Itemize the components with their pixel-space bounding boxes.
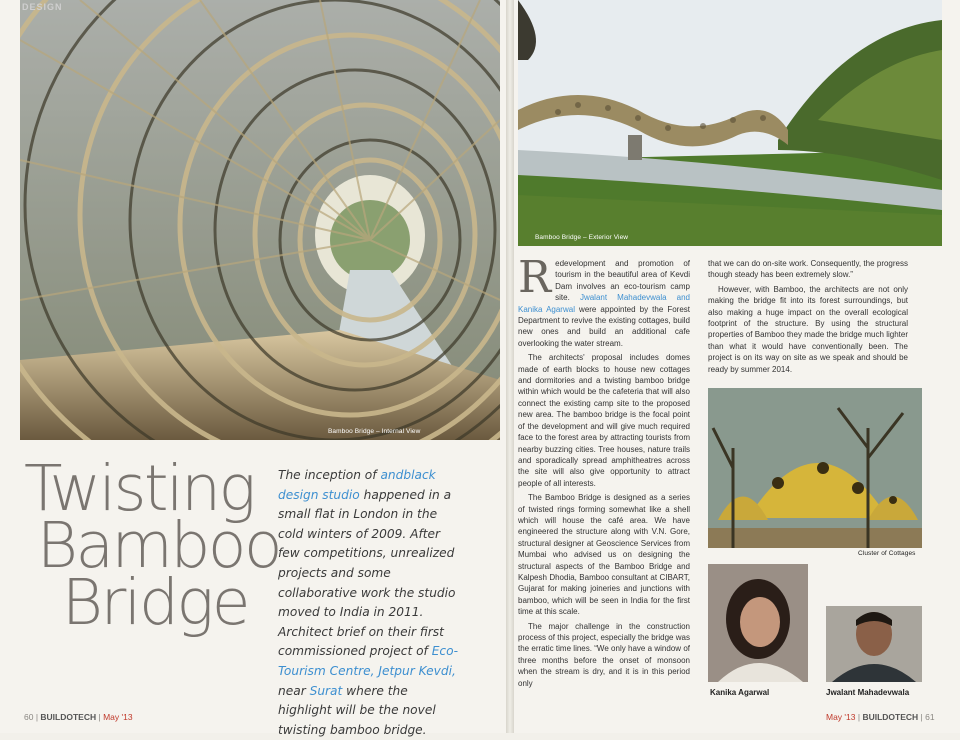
drop-cap: R <box>518 252 552 303</box>
paragraph-text: were appointed by the Forest Department to revive the existing cottages, build new ones and build an additional cafe overlooking the water stream. <box>518 304 690 348</box>
intro-text: where the highlight will be the novel twisting bamboo bridge. <box>278 683 436 737</box>
article-paragraph: The Bamboo Bridge is designed as a series of twisted rings forming somewhat like a shell which will house the café area. We have engineered the structure along with V.N. Gore, structural designer at Geoscience Services from Mumbai who advised us on designing the structural aspects of the Bamboo Bridge and Kalpesh Dhodia, Bamboo consultant at CIBART, Gujarat for making joineries and junctions with bamboo, which will be seen in India for the first time at this scale. <box>518 493 690 617</box>
intro-text: near <box>278 683 310 698</box>
page-number: 60 <box>24 712 34 722</box>
architects-names: Jwalant Mahadevwala and Kanika Agarwal <box>518 293 690 314</box>
article-paragraph: The architects' proposal includes domes made of earth blocks to house new cottages and dormitories and a twisting bamboo bridge within which would be the cafeteria that will also connect the existing camp site to the proposed new area. The bamboo bridge is the focal point of the development and will give much required face to the forest area by attracting tourists from nearby buzzing cities. Tree houses, nature trails and sporadically spread amphitheatres across the site will also give opportunity to attract people of all interests. <box>518 353 690 488</box>
portrait-kanika <box>708 564 808 682</box>
exterior-view-caption: Bamboo Bridge – Exterior View <box>535 234 629 241</box>
page-number: 61 <box>925 712 935 722</box>
title-line-3: Bridge <box>61 566 248 639</box>
article-paragraph <box>518 252 690 349</box>
title-line-1: Twisting <box>24 452 254 525</box>
issue-date: May '13 <box>826 712 856 722</box>
article-paragraph: that we can do on-site work. Consequently, the progress though steady has been extremely slow.” <box>708 259 908 280</box>
intro-text: happened in a small flat in London in the cold winters of 2009. After few competitions, unrealized projects and some collaborative work the studio moved to India in 2011. Architect brief on their first commissioned project of <box>278 487 456 659</box>
title-line-2: Bamboo <box>36 509 280 582</box>
folio-right: May '13 | BUILDOTECH | 61 <box>826 712 935 722</box>
bridge-exterior-photo <box>518 0 942 246</box>
article-paragraph: However, with Bamboo, the architects are not only making the bridge fit into its forest surroundings, but also making a huge impact on the overall ecological footprint of the structure. By using the structural properties of Bamboo they made the bridge much lighter than what it would have conventionally been. The project is on its way on site as we speak and should be ready by summer 2014. <box>708 284 908 374</box>
portrait-jwalant <box>826 606 922 682</box>
folio-left: 60 | BUILDOTECH | May '13 <box>24 712 133 722</box>
paragraph-text: edevelopment and promotion of tourism in the beautiful area of Kevdi Dam involves an eco-tourism camp site. <box>555 259 690 303</box>
article-column-1 <box>518 252 690 692</box>
section-label: DESIGN <box>22 2 63 12</box>
intro-paragraph <box>278 466 462 740</box>
bridge-internal-photo <box>20 0 500 440</box>
person-name-kanika: Kanika Agarwal <box>710 688 770 697</box>
cottages-photo <box>708 388 922 548</box>
brand-name: BUILDOTECH <box>862 712 919 722</box>
studio-link[interactable]: andblack design studio <box>278 468 436 502</box>
page-gutter <box>506 0 514 733</box>
issue-date: May '13 <box>103 712 133 722</box>
project-link[interactable]: Eco-Tourism Centre, Jetpur Kevdi, <box>278 644 458 678</box>
location-link[interactable]: Surat <box>309 683 343 698</box>
article-title <box>24 452 284 639</box>
intro-text: The inception of <box>278 468 381 482</box>
cottages-caption: Cluster of Cottages <box>858 550 916 557</box>
brand-name: BUILDOTECH <box>40 712 97 722</box>
internal-view-caption: Bamboo Bridge – Internal View <box>328 428 421 435</box>
article-paragraph: The major challenge in the construction process of this project, especially the bridge was the erratic time lines. “We only have a window of three months before the onset of monsoon when the stream is dry, and it is in this period only <box>518 621 690 688</box>
person-name-jwalant: Jwalant Mahadevwala <box>826 688 910 697</box>
article-column-2 <box>708 258 908 378</box>
